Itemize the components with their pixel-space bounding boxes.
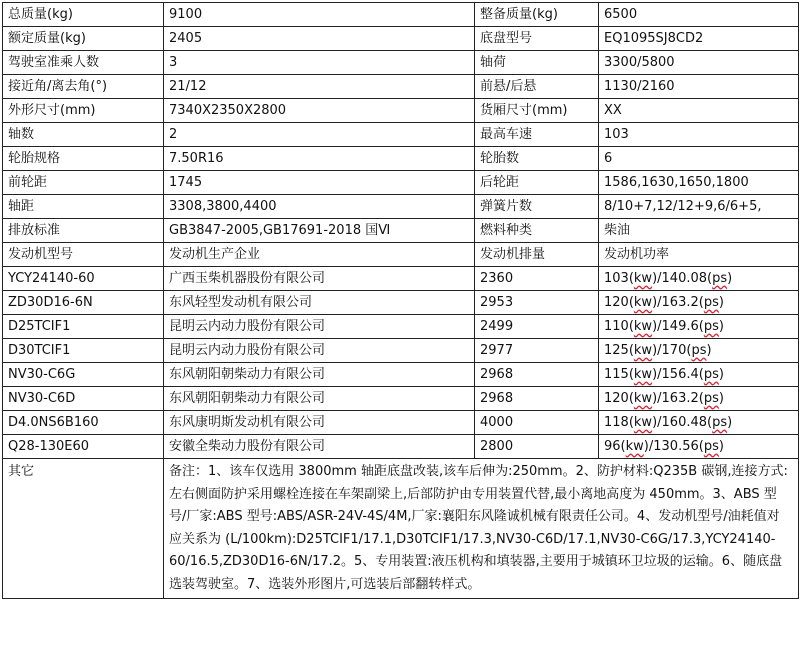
spec-label: 燃料种类 <box>475 219 599 243</box>
spec-value: 103 <box>599 123 799 147</box>
engine-row <box>3 387 799 411</box>
spec-label: 接近角/离去角(°) <box>3 75 164 99</box>
power-paren-open: ( <box>628 414 634 430</box>
power-unit-kw: kw <box>633 390 653 406</box>
spec-label: 轴荷 <box>475 51 599 75</box>
spec-value: 21/12 <box>164 75 475 99</box>
power-separator: )/ <box>652 318 662 334</box>
power-paren-open: ( <box>628 390 634 406</box>
engine-maker: 昆明云内动力股份有限公司 <box>164 315 475 339</box>
power-separator: )/ <box>643 438 654 454</box>
power-unit-ps: ps <box>703 438 719 454</box>
engine-displacement: 2968 <box>475 363 599 387</box>
engine-model: ZD30D16-6N <box>3 291 164 315</box>
power-unit-kw: kw <box>633 318 653 334</box>
power-separator: )/ <box>652 342 662 358</box>
power-ps-value: 170 <box>661 342 687 358</box>
power-separator: )/ <box>652 270 662 286</box>
engine-model: D4.0NS6B160 <box>3 411 164 435</box>
spec-label: 额定质量(kg) <box>3 27 164 51</box>
spec-label: 底盘型号 <box>475 27 599 51</box>
spec-table <box>2 2 799 599</box>
spec-label: 弹簧片数 <box>475 195 599 219</box>
engine-model: NV30-C6D <box>3 387 164 411</box>
power-paren-open: ( <box>628 294 634 310</box>
power-paren-open: ( <box>628 342 634 358</box>
power-paren-close: ) <box>727 414 733 430</box>
spec-label: 最高车速 <box>475 123 599 147</box>
spec-table-body <box>3 3 799 599</box>
engine-maker: 东风朝阳朝柴动力有限公司 <box>164 363 475 387</box>
spec-row <box>3 147 799 171</box>
spec-value: 7340X2350X2800 <box>164 99 475 123</box>
engine-power <box>599 267 799 291</box>
spec-row <box>3 195 799 219</box>
engine-displacement: 2977 <box>475 339 599 363</box>
spec-label: 驾驶室准乘人数 <box>3 51 164 75</box>
spec-value: 6 <box>599 147 799 171</box>
engine-displacement: 4000 <box>475 411 599 435</box>
power-kw-value: 118 <box>604 414 629 430</box>
engine-row <box>3 291 799 315</box>
power-paren-open: ( <box>698 366 704 382</box>
remarks-text: 备注：1、该车仅选用 3800mm 轴距底盘改装,该车后伸为:250mm。2、防护材料:Q235B 碳钢,连接方式:左右侧面防护采用螺栓连接在车架副梁上,后部防护由专用装置代替,最小离地高度为 450mm。3、ABS 型号/厂家:ABS 型号:ABS/ASR-24V-4S/4M,厂家:襄阳东风隆诚机械有限责任公司。4、发动机型号/油耗值对应关系为 (L/100km):D25TCIF1/17.1,D30TCIF1/17.3,NV30-C6D/17.1,NV30-C6G/17.3,YCY24140-60/16.5,ZD30D16-6N/17.2。5、专用装置:液压机构和填装器,主要用于城镇环卫垃圾的运输。6、随底盘选装驾驶室。7、选装外形图片,可选装后部翻转样式。 <box>164 459 799 599</box>
power-paren-open: ( <box>698 294 704 310</box>
power-kw-value: 103 <box>604 270 629 286</box>
engine-header-displacement: 发动机排量 <box>475 243 599 267</box>
engine-header-row <box>3 243 799 267</box>
power-ps-value: 160.48 <box>661 414 708 430</box>
spec-value: 1745 <box>164 171 475 195</box>
spec-value: 8/10+7,12/12+9,6/6+5, <box>599 195 799 219</box>
power-paren-close: ) <box>706 342 712 358</box>
spec-value: EQ1095SJ8CD2 <box>599 27 799 51</box>
power-separator: )/ <box>652 294 662 310</box>
spec-row <box>3 75 799 99</box>
spec-label: 外形尺寸(mm) <box>3 99 164 123</box>
engine-model: Q28-130E60 <box>3 435 164 459</box>
spec-label: 后轮距 <box>475 171 599 195</box>
spec-row <box>3 99 799 123</box>
engine-displacement: 2968 <box>475 387 599 411</box>
engine-maker: 东风康明斯发动机有限公司 <box>164 411 475 435</box>
spec-value: 3 <box>164 51 475 75</box>
power-paren-close: ) <box>718 390 724 406</box>
engine-row <box>3 411 799 435</box>
engine-row <box>3 315 799 339</box>
power-paren-close: ) <box>718 294 724 310</box>
spec-label: 轮胎数 <box>475 147 599 171</box>
power-unit-kw: kw <box>633 414 653 430</box>
spec-row <box>3 123 799 147</box>
spec-label: 前悬/后悬 <box>475 75 599 99</box>
engine-displacement: 2499 <box>475 315 599 339</box>
power-unit-ps: ps <box>691 342 707 358</box>
spec-label: 货厢尺寸(mm) <box>475 99 599 123</box>
power-unit-ps: ps <box>712 414 728 430</box>
spec-value: 7.50R16 <box>164 147 475 171</box>
spec-label: 前轮距 <box>3 171 164 195</box>
spec-value: XX <box>599 99 799 123</box>
engine-header-model: 发动机型号 <box>3 243 164 267</box>
engine-power <box>599 387 799 411</box>
power-paren-open: ( <box>698 318 704 334</box>
spec-value: 柴油 <box>599 219 799 243</box>
power-kw-value: 115 <box>604 366 629 382</box>
power-ps-value: 149.6 <box>661 318 699 334</box>
power-ps-value: 140.08 <box>661 270 708 286</box>
power-kw-value: 96 <box>604 438 621 454</box>
power-ps-value: 156.4 <box>661 366 699 382</box>
power-paren-close: ) <box>718 366 724 382</box>
power-paren-open: ( <box>698 438 704 454</box>
spec-value: 2 <box>164 123 475 147</box>
engine-maker: 广西玉柴机器股份有限公司 <box>164 267 475 291</box>
spec-value: 9100 <box>164 3 475 27</box>
engine-maker: 昆明云内动力股份有限公司 <box>164 339 475 363</box>
spec-label: 总质量(kg) <box>3 3 164 27</box>
power-paren-open: ( <box>707 270 713 286</box>
engine-model: D30TCIF1 <box>3 339 164 363</box>
power-ps-value: 130.56 <box>653 438 699 454</box>
engine-header-maker: 发动机生产企业 <box>164 243 475 267</box>
power-unit-kw: kw <box>633 366 653 382</box>
engine-row <box>3 339 799 363</box>
power-kw-value: 110 <box>604 318 629 334</box>
spec-row <box>3 51 799 75</box>
engine-power <box>599 291 799 315</box>
power-unit-kw: kw <box>625 438 644 454</box>
engine-power <box>599 363 799 387</box>
spec-row <box>3 3 799 27</box>
engine-maker: 东风轻型发动机有限公司 <box>164 291 475 315</box>
spec-label: 轮胎规格 <box>3 147 164 171</box>
power-paren-open: ( <box>698 390 704 406</box>
spec-value: 2405 <box>164 27 475 51</box>
power-separator: )/ <box>652 414 662 430</box>
power-ps-value: 163.2 <box>661 294 699 310</box>
spec-label: 排放标准 <box>3 219 164 243</box>
power-unit-ps: ps <box>703 390 719 406</box>
power-paren-open: ( <box>707 414 713 430</box>
engine-power <box>599 315 799 339</box>
spec-row <box>3 219 799 243</box>
spec-value: 3300/5800 <box>599 51 799 75</box>
power-kw-value: 120 <box>604 390 629 406</box>
engine-row <box>3 435 799 459</box>
power-ps-value: 163.2 <box>661 390 699 406</box>
engine-model: YCY24140-60 <box>3 267 164 291</box>
engine-power <box>599 339 799 363</box>
power-separator: )/ <box>652 366 662 382</box>
engine-displacement: 2360 <box>475 267 599 291</box>
power-unit-ps: ps <box>703 294 719 310</box>
other-label: 其它 <box>3 459 164 599</box>
spec-label: 轴数 <box>3 123 164 147</box>
power-paren-open: ( <box>628 270 634 286</box>
spec-label: 轴距 <box>3 195 164 219</box>
engine-maker: 东风朝阳朝柴动力有限公司 <box>164 387 475 411</box>
power-unit-kw: kw <box>633 342 653 358</box>
spec-row <box>3 27 799 51</box>
power-kw-value: 125 <box>604 342 629 358</box>
power-unit-kw: kw <box>633 294 653 310</box>
spec-value: 1130/2160 <box>599 75 799 99</box>
power-paren-close: ) <box>718 318 724 334</box>
power-separator: )/ <box>652 390 662 406</box>
engine-model: NV30-C6G <box>3 363 164 387</box>
power-paren-close: ) <box>727 270 733 286</box>
other-row <box>3 459 799 599</box>
power-unit-ps: ps <box>703 366 719 382</box>
spec-value: GB3847-2005,GB17691-2018 国Ⅵ <box>164 219 475 243</box>
power-paren-open: ( <box>628 366 634 382</box>
engine-row <box>3 363 799 387</box>
engine-row <box>3 267 799 291</box>
engine-model: D25TCIF1 <box>3 315 164 339</box>
power-paren-open: ( <box>628 318 634 334</box>
engine-displacement: 2800 <box>475 435 599 459</box>
power-paren-close: ) <box>718 438 724 454</box>
engine-maker: 安徽全柴动力股份有限公司 <box>164 435 475 459</box>
spec-value: 6500 <box>599 3 799 27</box>
spec-row <box>3 171 799 195</box>
engine-power <box>599 411 799 435</box>
power-paren-open: ( <box>686 342 692 358</box>
power-unit-kw: kw <box>633 270 653 286</box>
spec-value: 1586,1630,1650,1800 <box>599 171 799 195</box>
power-unit-ps: ps <box>703 318 719 334</box>
engine-header-power: 发动机功率 <box>599 243 799 267</box>
engine-displacement: 2953 <box>475 291 599 315</box>
spec-label: 整备质量(kg) <box>475 3 599 27</box>
engine-power <box>599 435 799 459</box>
spec-value: 3308,3800,4400 <box>164 195 475 219</box>
power-paren-open: ( <box>620 438 626 454</box>
power-kw-value: 120 <box>604 294 629 310</box>
power-unit-ps: ps <box>712 270 728 286</box>
